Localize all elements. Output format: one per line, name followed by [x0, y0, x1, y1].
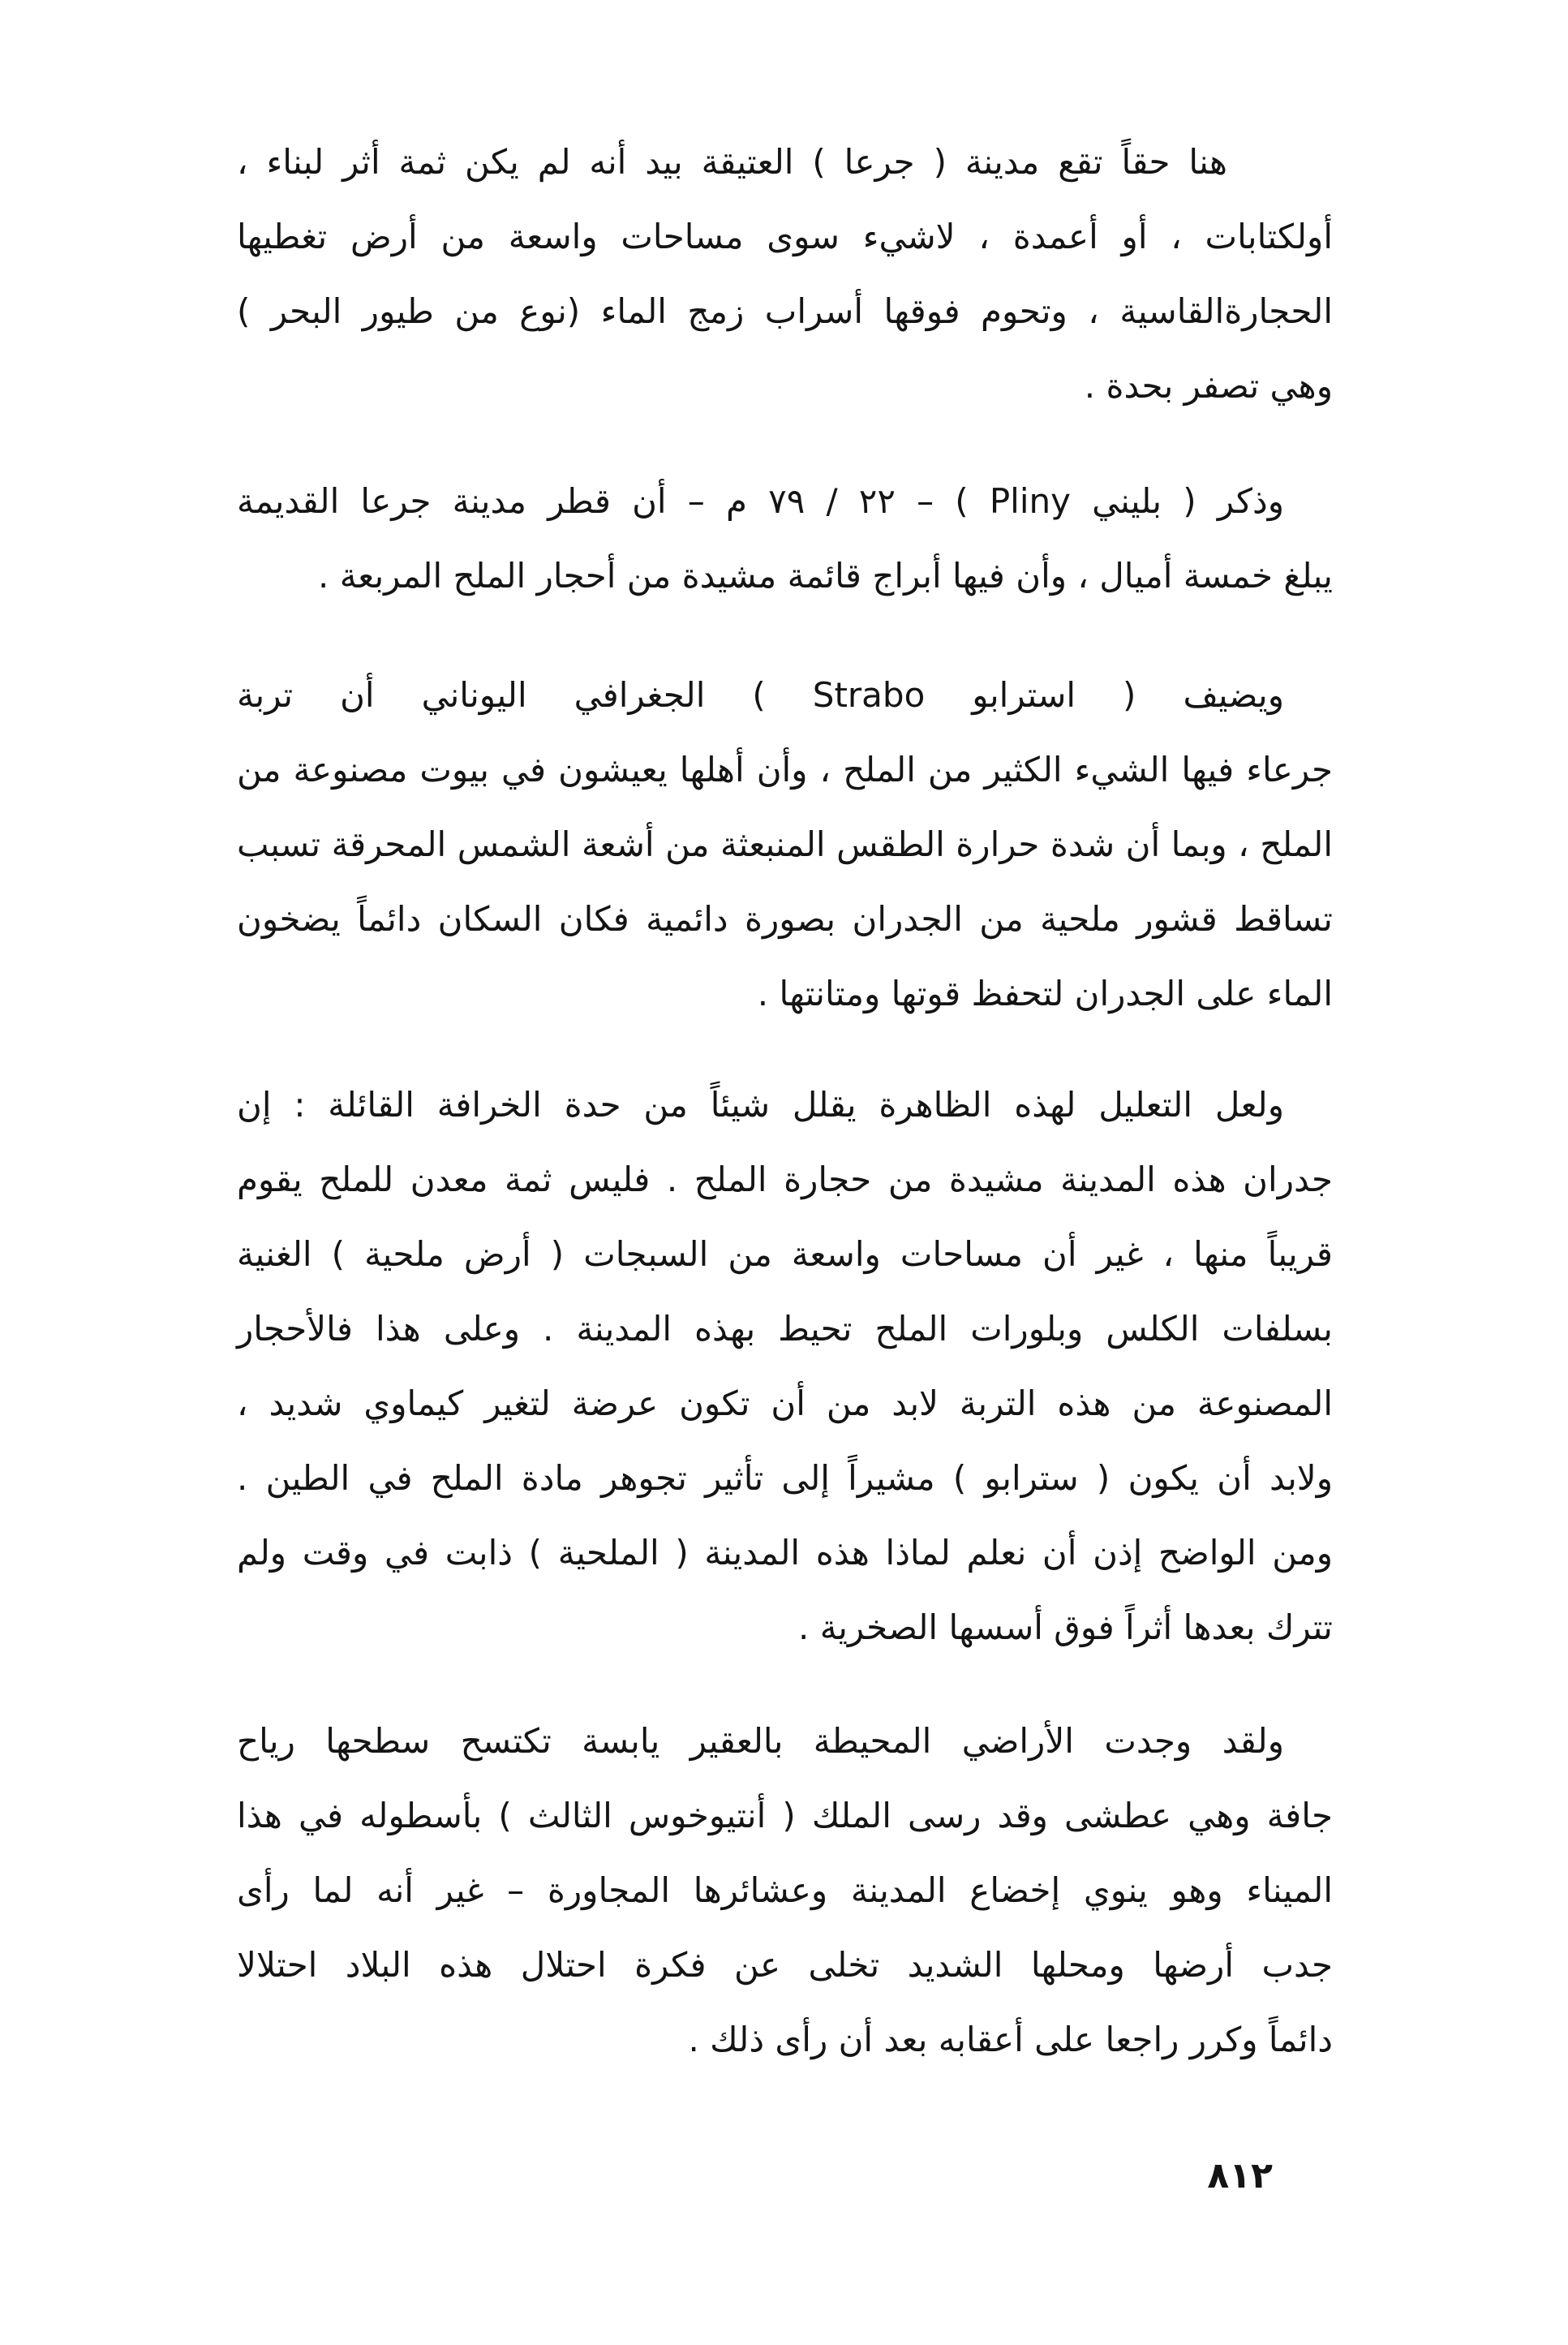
text-line: بسلفات الكلس وبلورات الملح تحيط بهذه المدينة . وعلى هذا فالأحجار	[237, 1309, 1333, 1349]
text-line: الميناء وهو ينوي إخضاع المدينة وعشائرها المجاورة – غير أنه لما رأى	[237, 1870, 1333, 1910]
text-line: ولعل التعليل لهذه الظاهرة يقلل شيئاً من حدة الخرافة القائلة : إن	[237, 1085, 1284, 1125]
text-line: دائماً وكرر راجعا على أعقابه بعد أن رأى ذلك .	[688, 2020, 1333, 2059]
text-line: المصنوعة من هذه التربة لابد من أن تكون عرضة لتغير كيماوي شديد ،	[237, 1383, 1333, 1423]
text-line: تترك بعدها أثراً فوق أسسها الصخرية .	[798, 1607, 1333, 1647]
text-line: وهي تصفر بحدة .	[1084, 366, 1333, 406]
text-line: الماء على الجدران لتحفظ قوتها ومتانتها .	[757, 974, 1333, 1013]
text-line: الحجارةالقاسية ، وتحوم فوقها أسراب زمج الماء (نوع من طيور البحر )	[237, 291, 1333, 331]
text-line: الملح ، وبما أن شدة حرارة الطقس المنبعثة من أشعة الشمس المحرقة تسبب	[237, 824, 1333, 864]
text-line: يبلغ خمسة أميال ، وأن فيها أبراج قائمة مشيدة من أحجار الملح المربعة .	[318, 556, 1333, 596]
text-line: جرعاء فيها الشيء الكثير من الملح ، وأن أهلها يعيشون في بيوت مصنوعة من	[237, 750, 1333, 790]
text-line: هنا حقاً تقع مدينة ( جرعا ) العتيقة بيد أنه لم يكن ثمة أثر لبناء ،	[237, 142, 1227, 182]
body-text	[237, 125, 1333, 2077]
text-line: ويضيف ( استرابو Strabo ) الجغرافي اليوناني أن تربة	[237, 675, 1284, 715]
paragraph	[237, 658, 1333, 1031]
text-line: وذكر ( بليني Pliny ) – ٢٢ / ٧٩ م – أن قطر مدينة جرعا القديمة	[237, 481, 1284, 521]
text-line: جافة وهي عطشى وقد رسى الملك ( أنتيوخوس الثالث ) بأسطوله في هذا	[237, 1796, 1333, 1835]
text-line: أولكتابات ، أو أعمدة ، لاشيء سوى مساحات واسعة من أرض تغطيها	[237, 217, 1333, 256]
text-line: ولقد وجدت الأراضي المحيطة بالعقير يابسة تكتسح سطحها رياح	[237, 1721, 1284, 1761]
paragraph	[237, 1704, 1333, 2077]
text-line: جدب أرضها ومحلها الشديد تخلى عن فكرة احتلال هذه البلاد احتلالا	[237, 1945, 1333, 1985]
text-line: قريباً منها ، غير أن مساحات واسعة من السبجات ( أرض ملحية ) الغنية	[237, 1234, 1333, 1274]
text-line: جدران هذه المدينة مشيدة من حجارة الملح . فليس ثمة معدن للملح يقوم	[237, 1160, 1333, 1199]
paragraph	[237, 464, 1333, 613]
text-line: ولابد أن يكون ( سترابو ) مشيراً إلى تأثير تجوهر مادة الملح في الطين .	[237, 1458, 1333, 1498]
text-line: تساقط قشور ملحية من الجدران بصورة دائمية فكان السكان دائماً يضخون	[237, 899, 1333, 939]
paragraph	[237, 1068, 1333, 1665]
page-number: ٨١٢	[1207, 2155, 1273, 2197]
paragraph	[237, 125, 1333, 424]
text-line: ومن الواضح إذن أن نعلم لماذا هذه المدينة ( الملحية ) ذابت في وقت ولم	[237, 1533, 1333, 1573]
